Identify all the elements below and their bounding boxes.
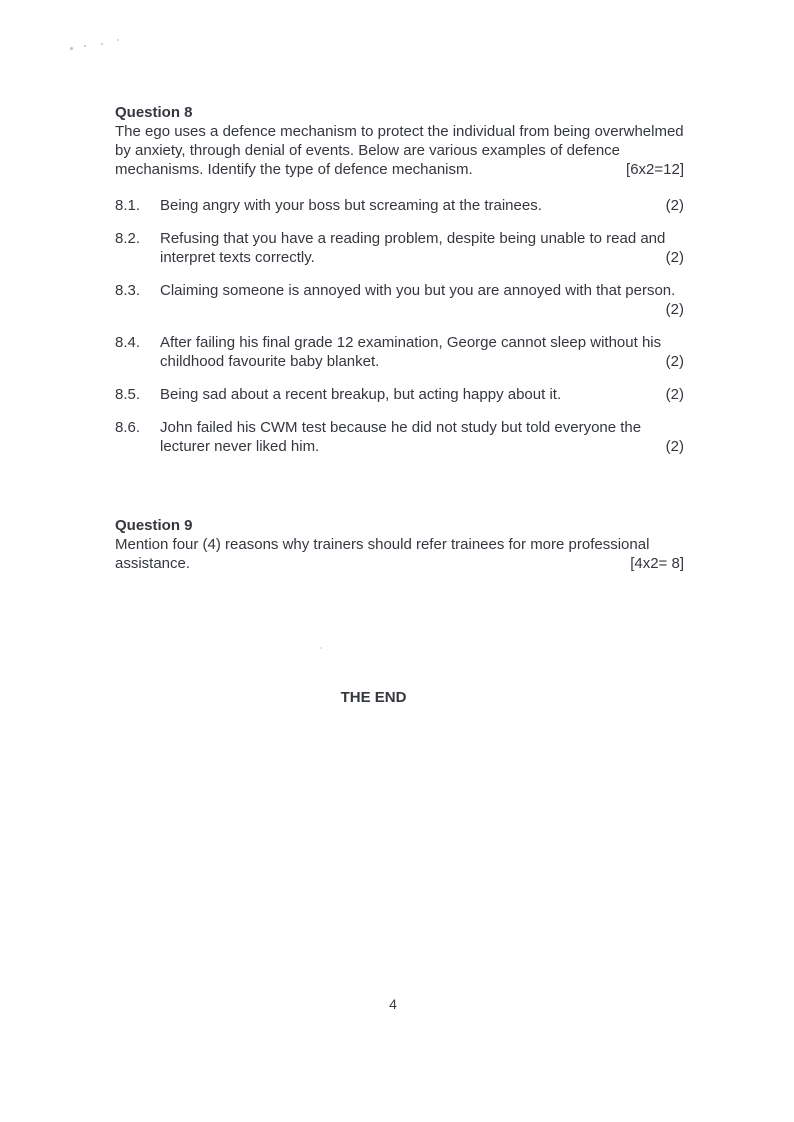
item-text: After failing his final grade 12 examination, George cannot sleep without his childhood favourite baby blanket.: [160, 334, 662, 370]
question-9-section: [115, 516, 684, 573]
item-text: Being sad about a recent breakup, but acting happy about it.: [160, 386, 562, 403]
question-8-section: [115, 103, 684, 456]
item-marks: (2): [665, 353, 684, 370]
item-text: John failed his CWM test because he did not study but told everyone the lecturer never liked him.: [160, 419, 642, 455]
question-item-8-5: [115, 385, 684, 404]
page-number: 4: [389, 996, 397, 1012]
item-text: Refusing that you have a reading problem, despite being unable to read and interpret texts correctly.: [160, 230, 666, 266]
item-marks: (2): [665, 301, 684, 318]
scan-artifact-speck: [84, 45, 86, 47]
item-body: [160, 196, 684, 215]
question-9-title: Question 9: [115, 517, 193, 534]
item-body: [160, 229, 684, 267]
scan-artifact-speck: [70, 47, 73, 50]
item-marks: (2): [665, 249, 684, 266]
question-8-intro: [115, 122, 684, 179]
item-number: 8.1.: [115, 197, 141, 214]
question-8-total-marks: [6x2=12]: [626, 161, 684, 178]
item-marks: (2): [665, 438, 684, 455]
question-item-8-3: [115, 281, 684, 319]
question-item-8-4: [115, 333, 684, 371]
scan-artifact-speck: [117, 39, 119, 41]
scan-artifact-speck: [101, 43, 103, 45]
question-item-8-1: [115, 196, 684, 215]
item-number: 8.6.: [115, 419, 141, 436]
item-number: 8.3.: [115, 282, 141, 299]
item-marks: (2): [665, 197, 684, 214]
end-label: THE END: [340, 689, 407, 706]
item-text: Claiming someone is annoyed with you but you are annoyed with that person.: [160, 282, 676, 299]
question-item-8-2: [115, 229, 684, 267]
item-marks: (2): [665, 386, 684, 403]
question-8-intro-text: The ego uses a defence mechanism to protect the individual from being overwhelmed by anxiety, through denial of events. Below are various examples of defence mechanisms. Identify the type of defence mechanism.: [115, 123, 684, 178]
question-8-title: Question 8: [115, 104, 193, 121]
item-text: Being angry with your boss but screaming at the trainees.: [160, 197, 542, 214]
question-9-intro: [115, 535, 684, 573]
item-number: 8.5.: [115, 386, 141, 403]
item-body: [160, 418, 684, 456]
item-body: [160, 281, 684, 319]
question-item-8-6: [115, 418, 684, 456]
question-8-items: [115, 196, 684, 456]
item-number: 8.2.: [115, 230, 141, 247]
page-content: [115, 103, 684, 707]
item-body: [160, 385, 684, 404]
question-9-total-marks: [4x2= 8]: [630, 555, 684, 572]
question-9-intro-text: Mention four (4) reasons why trainers should refer trainees for more professional assistance.: [115, 536, 650, 572]
item-number: 8.4.: [115, 334, 141, 351]
item-body: [160, 333, 684, 371]
